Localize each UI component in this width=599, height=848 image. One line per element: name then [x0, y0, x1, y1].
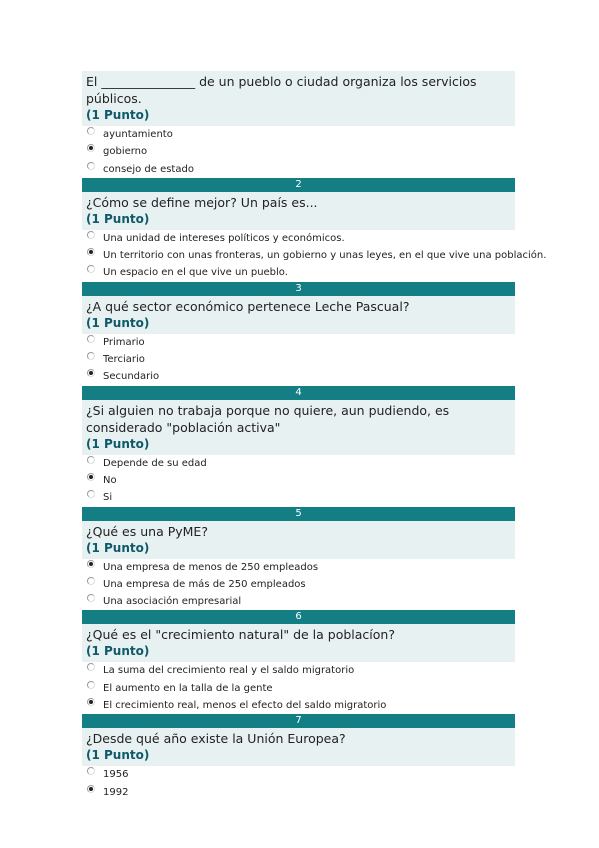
question-text: ¿Qué es el "crecimiento natural" de la poblacíon? — [86, 627, 395, 643]
radio-selected-icon[interactable] — [87, 473, 95, 481]
radio-unselected-icon[interactable] — [87, 456, 95, 464]
answer-option-label: 1956 — [103, 769, 129, 781]
question-text: ¿Cómo se define mejor? Un país es... — [86, 194, 318, 210]
answer-option-label: 1992 — [103, 786, 129, 798]
question-header — [82, 192, 515, 230]
answer-option-label: Un territorio con unas fronteras, un gobierno y unas leyes, en el que vive una población. — [103, 250, 547, 262]
answer-option[interactable] — [82, 593, 515, 610]
answer-option[interactable] — [82, 680, 515, 697]
answer-option[interactable] — [82, 334, 515, 351]
question-points: (1 Punto) — [86, 211, 150, 226]
answer-option[interactable] — [82, 351, 515, 368]
radio-unselected-icon[interactable] — [87, 231, 95, 239]
question-header — [82, 728, 515, 766]
question-header — [82, 296, 515, 334]
radio-selected-icon[interactable] — [87, 785, 95, 793]
radio-unselected-icon[interactable] — [87, 352, 95, 360]
answer-option-label: Secundario — [103, 371, 160, 383]
answer-option[interactable] — [82, 143, 515, 160]
question-text: ¿Si alguien no trabaja porque no quiere, aun pudiendo, es considerado "población activa" — [86, 402, 450, 435]
radio-unselected-icon[interactable] — [87, 577, 95, 585]
radio-unselected-icon[interactable] — [87, 127, 95, 135]
answer-option[interactable] — [82, 559, 515, 576]
radio-unselected-icon[interactable] — [87, 767, 95, 775]
question-header — [82, 521, 515, 559]
question-number-bar: 2 — [82, 178, 515, 192]
radio-selected-icon[interactable] — [87, 560, 95, 568]
question-text: El _______________ de un pueblo o ciudad organiza los servicios públicos. — [86, 74, 477, 106]
answer-option[interactable] — [82, 455, 515, 472]
answer-option-label: ayuntamiento — [103, 129, 173, 140]
question-points: (1 Punto) — [86, 748, 150, 763]
radio-selected-icon[interactable] — [87, 144, 95, 152]
answer-option[interactable] — [82, 662, 515, 679]
answer-option[interactable] — [82, 489, 515, 506]
answer-option-label: La suma del crecimiento real y el saldo migratorio — [103, 665, 355, 677]
answer-option[interactable] — [82, 576, 515, 593]
radio-unselected-icon[interactable] — [87, 663, 95, 671]
question-header — [82, 400, 515, 455]
answer-option-label: Si — [103, 492, 113, 504]
question-header — [82, 71, 515, 126]
radio-selected-icon[interactable] — [87, 248, 95, 256]
radio-unselected-icon[interactable] — [87, 335, 95, 343]
radio-selected-icon[interactable] — [87, 369, 95, 377]
answer-option-label: El aumento en la talla de la gente — [103, 682, 273, 694]
answer-option-label: Primario — [103, 336, 145, 348]
radio-unselected-icon[interactable] — [87, 681, 95, 689]
question-text: ¿Desde qué año existe la Unión Europea? — [86, 731, 346, 747]
answer-option-label: Depende de su edad — [103, 457, 207, 469]
question-text: ¿Qué es una PyME? — [86, 523, 208, 539]
question-number-bar: 6 — [82, 610, 515, 624]
answer-option-label: Terciario — [103, 354, 145, 366]
quiz-container — [82, 71, 547, 801]
question-number-bar: 5 — [82, 507, 515, 521]
answer-option-label: El crecimiento real, menos el efecto del saldo migratorio — [103, 700, 387, 712]
answer-option[interactable] — [82, 697, 515, 714]
radio-selected-icon[interactable] — [87, 698, 95, 706]
answer-option[interactable] — [82, 264, 515, 281]
question-points: (1 Punto) — [86, 108, 150, 122]
answer-option-label: Una empresa de menos de 250 empleados — [103, 561, 319, 573]
answer-option[interactable] — [82, 368, 515, 385]
answer-option-label: Una unidad de intereses políticos y económicos. — [103, 232, 345, 244]
radio-unselected-icon[interactable] — [87, 265, 95, 273]
answer-option-label: Una asociación empresarial — [103, 596, 242, 608]
answer-option-label: gobierno — [103, 146, 148, 158]
question-number-bar: 3 — [82, 282, 515, 296]
answer-option[interactable] — [82, 766, 515, 783]
answer-option-label: No — [103, 474, 117, 486]
radio-unselected-icon[interactable] — [87, 594, 95, 602]
question-points: (1 Punto) — [86, 315, 150, 330]
answer-option[interactable] — [82, 247, 547, 264]
question-text: ¿A qué sector económico pertenece Leche Pascual? — [86, 298, 410, 314]
question-number-bar: 4 — [82, 386, 515, 400]
answer-option-label: consejo de estado — [103, 163, 194, 175]
answer-option[interactable] — [82, 161, 515, 178]
question-points: (1 Punto) — [86, 644, 150, 659]
answer-option[interactable] — [82, 126, 515, 143]
question-header — [82, 624, 515, 662]
question-points: (1 Punto) — [86, 436, 150, 451]
radio-unselected-icon[interactable] — [87, 490, 95, 498]
radio-unselected-icon[interactable] — [87, 162, 95, 170]
question-points: (1 Punto) — [86, 540, 150, 555]
answer-option-label: Un espacio en el que vive un pueblo. — [103, 267, 288, 279]
answer-option[interactable] — [82, 472, 515, 489]
answer-option[interactable] — [82, 784, 515, 801]
answer-option[interactable] — [82, 230, 515, 247]
answer-option-label: Una empresa de más de 250 empleados — [103, 578, 306, 590]
question-number-bar: 7 — [82, 714, 515, 728]
